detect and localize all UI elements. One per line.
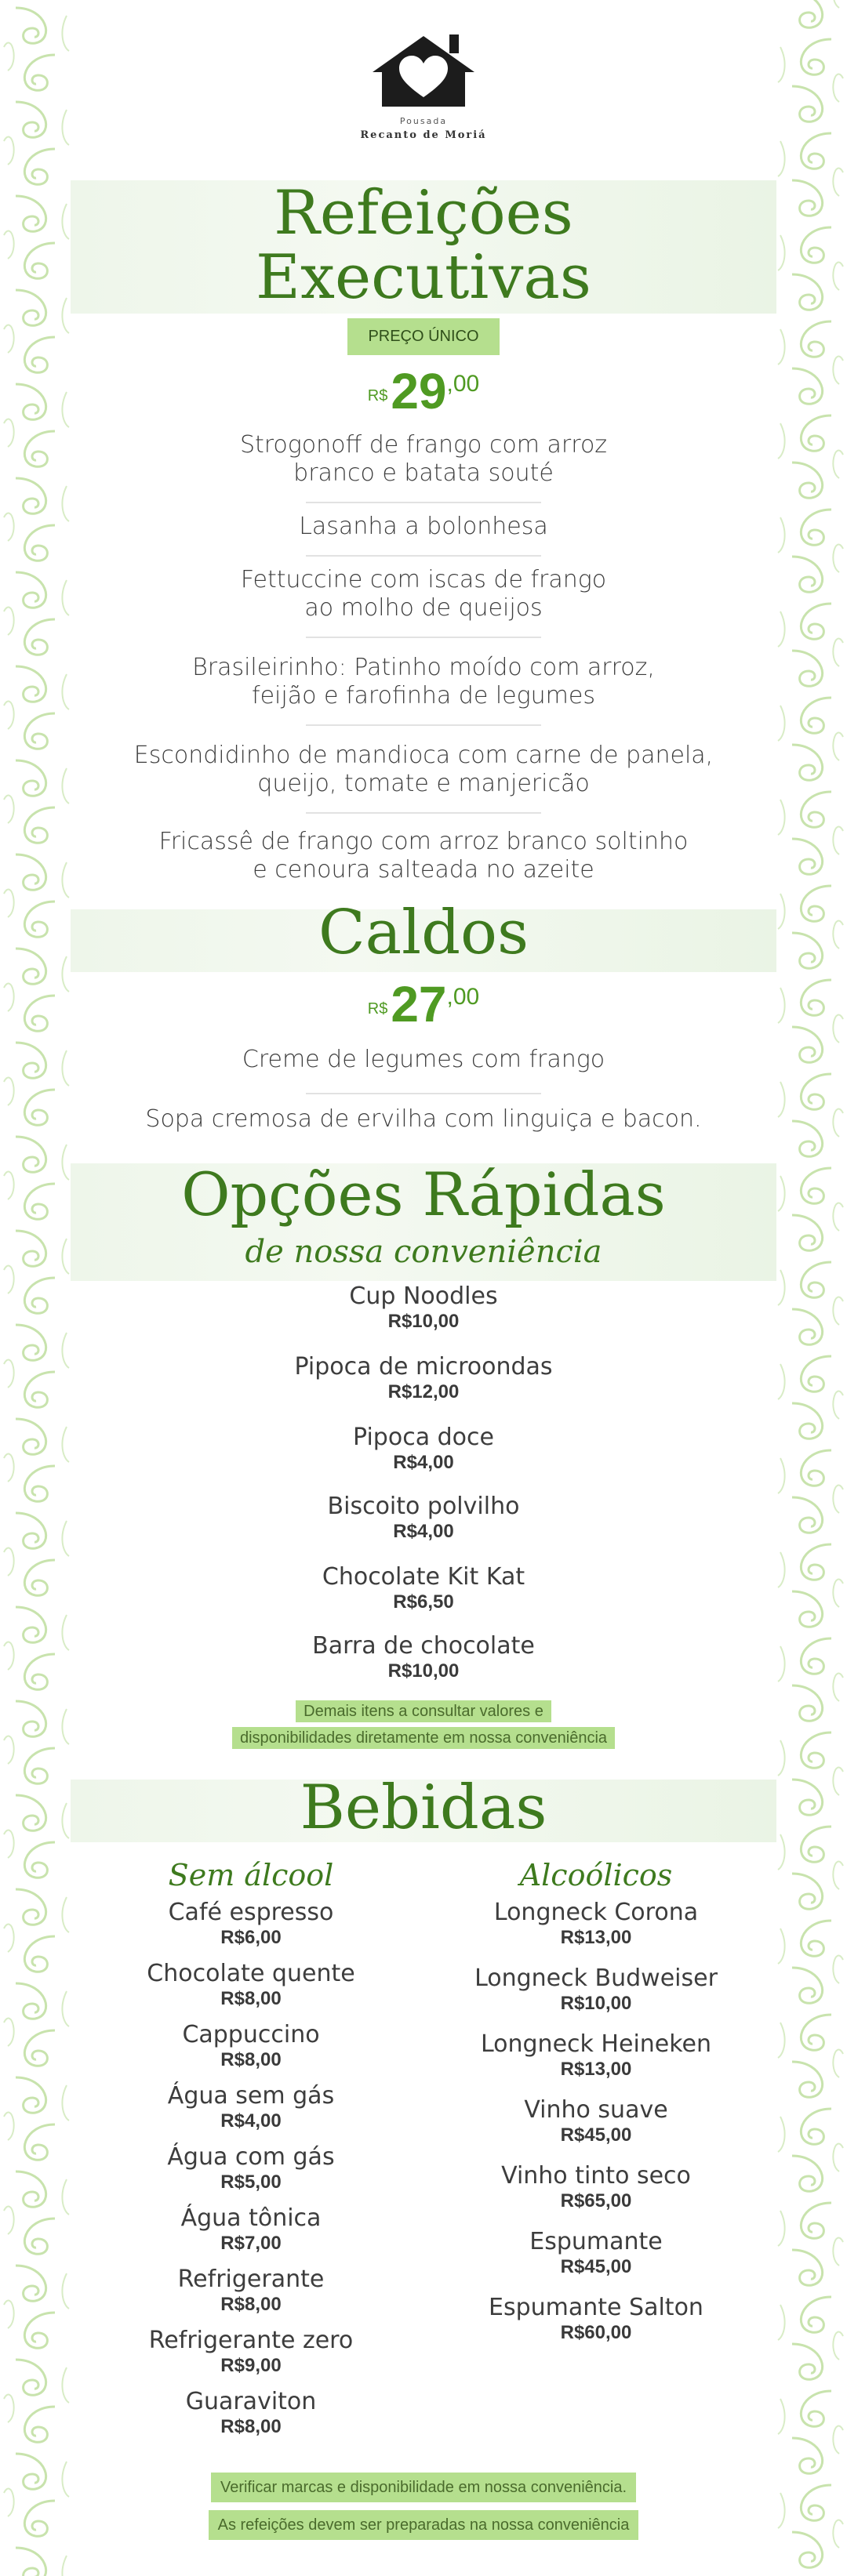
item-name: Espumante bbox=[529, 2228, 663, 2255]
item-price: R$65,00 bbox=[560, 2190, 632, 2211]
menu-page bbox=[71, 0, 776, 2576]
list-item bbox=[78, 2143, 424, 2204]
title-line-1: Refeições bbox=[274, 178, 573, 249]
item-price: R$12,00 bbox=[387, 1381, 460, 1402]
menu-item-line: Escondidinho de mandioca com carne de panela, bbox=[133, 742, 714, 769]
swirl-pattern-icon bbox=[776, 0, 847, 2576]
price-badge-wrap bbox=[71, 318, 776, 355]
menu-item-line: feijão e farofinha de legumes bbox=[252, 682, 595, 709]
price-whole: 29 bbox=[391, 363, 447, 419]
menu-item bbox=[71, 742, 776, 798]
item-name: Refrigerante zero bbox=[148, 2327, 354, 2354]
sem-alcool-column bbox=[78, 1858, 424, 2449]
footer-note bbox=[71, 2516, 776, 2534]
item-price: R$8,00 bbox=[220, 2294, 282, 2315]
divider bbox=[306, 812, 541, 814]
item-name: Longneck Budweiser bbox=[474, 1965, 718, 1992]
item-price: R$4,00 bbox=[393, 1452, 454, 1473]
price-currency: R$ bbox=[367, 387, 388, 405]
single-price-badge: PREÇO ÚNICO bbox=[347, 318, 499, 355]
menu-item-line: branco e batata souté bbox=[293, 459, 554, 487]
list-item bbox=[424, 1899, 769, 1965]
item-name: Água tônica bbox=[180, 2204, 322, 2232]
list-item bbox=[424, 1965, 769, 2030]
executivas-price bbox=[71, 362, 776, 420]
swirl-pattern-icon bbox=[0, 0, 71, 2576]
item-price: R$6,00 bbox=[220, 1927, 282, 1948]
menu-item-line: queijo, tomate e manjericão bbox=[257, 770, 590, 797]
item-price: R$45,00 bbox=[560, 2124, 632, 2146]
logo-small-text: Pousada bbox=[399, 116, 448, 126]
list-item bbox=[78, 2021, 424, 2082]
list-item bbox=[71, 1493, 776, 1544]
rapidas-title: Opções Rápidas bbox=[181, 1159, 666, 1229]
list-item bbox=[78, 2082, 424, 2143]
right-ornament-border bbox=[776, 0, 847, 2576]
menu-item-line: Creme de legumes com frango bbox=[242, 1046, 605, 1073]
item-price: R$9,00 bbox=[220, 2355, 282, 2376]
item-price: R$4,00 bbox=[393, 1521, 454, 1542]
list-item bbox=[71, 1563, 776, 1614]
menu-item bbox=[71, 431, 776, 488]
list-item bbox=[71, 1353, 776, 1404]
item-price: R$8,00 bbox=[220, 2416, 282, 2437]
divider bbox=[306, 555, 541, 557]
list-item bbox=[78, 1899, 424, 1960]
item-name: Cup Noodles bbox=[349, 1283, 498, 1310]
menu-item-line: Fettuccine com iscas de frango bbox=[240, 566, 607, 593]
list-item bbox=[424, 2294, 769, 2360]
menu-item-line: Brasileirinho: Patinho moído com arroz, bbox=[192, 654, 655, 681]
menu-item bbox=[71, 513, 776, 541]
price-cents: ,00 bbox=[446, 984, 480, 1010]
item-name: Chocolate quente bbox=[147, 1960, 355, 1987]
note-line: Demais itens a consultar valores e bbox=[296, 1700, 551, 1722]
list-item bbox=[424, 2228, 769, 2294]
alcoolicos-column bbox=[424, 1858, 769, 2360]
list-item bbox=[424, 2096, 769, 2162]
list-item bbox=[71, 1424, 776, 1475]
item-price: R$13,00 bbox=[560, 1927, 632, 1948]
item-name: Vinho tinto seco bbox=[501, 2162, 691, 2190]
item-price: R$8,00 bbox=[220, 1988, 282, 2009]
menu-item bbox=[71, 1046, 776, 1074]
item-price: R$5,00 bbox=[220, 2171, 282, 2193]
menu-item-line: ao molho de queijos bbox=[304, 594, 543, 622]
item-price: R$6,50 bbox=[393, 1591, 454, 1613]
item-price: R$7,00 bbox=[220, 2233, 282, 2254]
note-line: disponibilidades diretamente em nossa conveniência bbox=[232, 1727, 615, 1749]
column-heading: Sem álcool bbox=[168, 1858, 334, 1892]
list-item bbox=[71, 1632, 776, 1683]
item-name: Barra de chocolate bbox=[312, 1632, 535, 1660]
convenience-note bbox=[71, 1703, 776, 1721]
column-heading: Alcoólicos bbox=[519, 1858, 673, 1892]
section-title bbox=[71, 178, 776, 313]
item-name: Café espresso bbox=[168, 1899, 334, 1926]
caldos-price bbox=[71, 975, 776, 1033]
convenience-note bbox=[71, 1729, 776, 1747]
menu-item bbox=[71, 654, 776, 710]
item-name: Água com gás bbox=[167, 2143, 335, 2171]
item-price: R$4,00 bbox=[220, 2110, 282, 2132]
list-item bbox=[71, 1283, 776, 1333]
item-name: Água sem gás bbox=[167, 2082, 335, 2110]
menu-item-line: Strogonoff de frango com arroz bbox=[239, 431, 608, 459]
house-heart-icon bbox=[365, 31, 482, 110]
list-item bbox=[78, 2204, 424, 2266]
menu-item bbox=[71, 828, 776, 884]
price-currency: R$ bbox=[367, 1000, 388, 1018]
menu-item-line: Lasanha a bolonhesa bbox=[299, 513, 548, 540]
list-item bbox=[78, 2327, 424, 2388]
item-name: Guaraviton bbox=[185, 2388, 317, 2415]
item-name: Espumante Salton bbox=[489, 2294, 703, 2321]
left-ornament-border bbox=[0, 0, 71, 2576]
menu-item-line: Sopa cremosa de ervilha com linguiça e bacon. bbox=[145, 1105, 702, 1133]
logo-name: Recanto de Moriá bbox=[360, 129, 487, 141]
price-cents: ,00 bbox=[446, 371, 480, 397]
price-whole: 27 bbox=[391, 976, 447, 1032]
item-price: R$10,00 bbox=[387, 1660, 460, 1682]
title-line-2: Executivas bbox=[256, 241, 591, 313]
item-name: Pipoca doce bbox=[353, 1424, 494, 1451]
caldos-title: Caldos bbox=[318, 898, 529, 968]
item-price: R$13,00 bbox=[560, 2059, 632, 2080]
item-price: R$10,00 bbox=[560, 1993, 632, 2014]
menu-item bbox=[71, 1105, 776, 1134]
item-name: Vinho suave bbox=[524, 2096, 668, 2124]
bebidas-title: Bebidas bbox=[300, 1772, 547, 1843]
list-item bbox=[78, 2266, 424, 2327]
item-name: Longneck Heineken bbox=[480, 2030, 712, 2058]
divider bbox=[306, 724, 541, 726]
item-price: R$45,00 bbox=[560, 2256, 632, 2277]
item-price: R$8,00 bbox=[220, 2049, 282, 2070]
item-price: R$60,00 bbox=[560, 2322, 632, 2343]
menu-item-line: e cenoura salteada no azeite bbox=[253, 856, 594, 883]
item-name: Pipoca de microondas bbox=[294, 1353, 553, 1381]
rapidas-subtitle: de nossa conveniência bbox=[245, 1234, 602, 1270]
menu-item bbox=[71, 566, 776, 622]
item-name: Biscoito polvilho bbox=[327, 1493, 520, 1520]
item-name: Cappuccino bbox=[182, 2021, 320, 2048]
divider bbox=[306, 1093, 541, 1094]
list-item bbox=[424, 2030, 769, 2096]
footer-note bbox=[71, 2479, 776, 2497]
list-item bbox=[424, 2162, 769, 2228]
list-item bbox=[78, 2388, 424, 2449]
divider bbox=[306, 502, 541, 503]
logo bbox=[71, 31, 776, 141]
item-name: Chocolate Kit Kat bbox=[322, 1563, 525, 1591]
menu-item-line: Fricassê de frango com arroz branco soltinho bbox=[158, 828, 689, 855]
note-line: As refeições devem ser preparadas na nossa conveniência bbox=[209, 2510, 639, 2540]
list-item bbox=[78, 1960, 424, 2021]
item-name: Refrigerante bbox=[177, 2266, 325, 2293]
item-price: R$10,00 bbox=[387, 1311, 460, 1332]
note-line: Verificar marcas e disponibilidade em nossa conveniência. bbox=[211, 2473, 636, 2502]
divider bbox=[306, 637, 541, 638]
item-name: Longneck Corona bbox=[493, 1899, 699, 1926]
